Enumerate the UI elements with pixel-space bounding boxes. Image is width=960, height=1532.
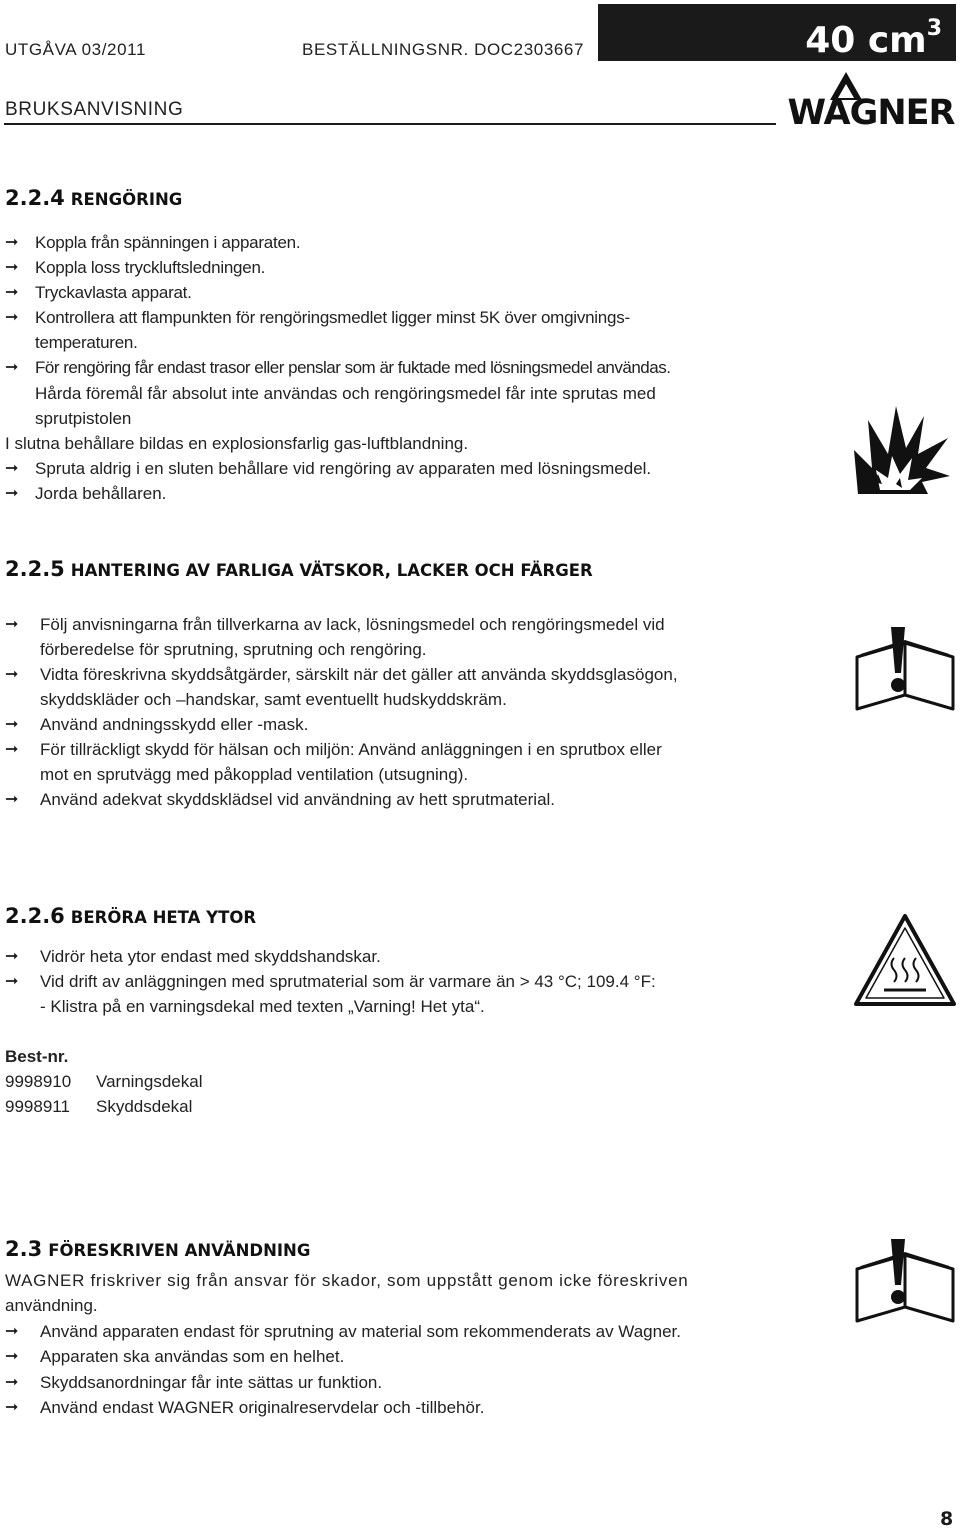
list-item: Använd andningsskydd eller -mask. — [40, 715, 309, 734]
list-item: Vidrör heta ytor endast med skyddshandskar. — [40, 947, 381, 966]
bullet-arrow: ➞ — [5, 309, 19, 326]
explosion-icon — [852, 398, 952, 498]
bullet-arrow: ➞ — [5, 973, 19, 990]
bullet-arrow: ➞ — [5, 741, 19, 758]
order-label: Best-nr. — [5, 1047, 69, 1066]
list-item-continuation: temperaturen. — [35, 333, 138, 352]
list-item: Skyddsanordningar får inte sättas ur funktion. — [40, 1373, 383, 1392]
bullet-arrow: ➞ — [5, 359, 19, 376]
order-number: 9998911 — [5, 1097, 70, 1116]
read-manual-icon — [853, 625, 958, 711]
list-item: För tillräckligt skydd för hälsan och miljön: Använd anläggningen i en sprutbox eller — [40, 740, 662, 759]
section-title-2-3: 2.3 FÖRESKRIVEN ANVÄNDNING — [5, 1237, 311, 1261]
list-item: Jorda behållaren. — [35, 484, 167, 503]
bullet-arrow: ➞ — [5, 791, 19, 808]
list-item: Apparaten ska användas som en helhet. — [40, 1347, 345, 1366]
hot-surface-warning-icon — [852, 912, 958, 1010]
list-item: Använd endast WAGNER originalreservdelar och -tillbehör. — [40, 1398, 485, 1417]
list-item: För rengöring får endast trasor eller penslar som är fuktade med lösningsmedel användas. — [35, 358, 671, 377]
list-item: Kontrollera att flampunkten för rengöringsmedlet ligger minst 5K över omgivnings- — [35, 308, 630, 327]
list-item: Använd adekvat skyddsklädsel vid användning av hett sprutmaterial. — [40, 790, 556, 809]
list-item: Koppla loss tryckluftsledningen. — [35, 258, 266, 277]
list-item: Koppla från spänningen i apparaten. — [35, 233, 301, 252]
bullet-arrow: ➞ — [5, 716, 19, 733]
bullet-arrow: ➞ — [5, 460, 19, 477]
paragraph-line: Hårda föremål får absolut inte användas och rengöringsmedel får inte sprutas med — [35, 384, 656, 403]
brand-text: WAGNER — [787, 93, 955, 128]
order-name: Varningsdekal — [96, 1072, 203, 1091]
list-item: Spruta aldrig i en sluten behållare vid rengöring av apparaten med lösningsmedel. — [35, 459, 652, 478]
size-badge — [598, 4, 956, 61]
paragraph-line: WAGNER friskriver sig från ansvar för skador, som uppstått genom icke föreskriven — [5, 1271, 689, 1290]
bullet-arrow: ➞ — [5, 1399, 19, 1416]
order-number: BESTÄLLNINGSNR. DOC2303667 — [302, 40, 585, 59]
size-value: 40 cm — [805, 20, 927, 61]
bullet-arrow: ➞ — [5, 1348, 19, 1365]
bullet-arrow: ➞ — [5, 616, 19, 633]
list-item-continuation: förberedelse för sprutning, sprutning och rengöring. — [40, 640, 427, 659]
bullet-arrow: ➞ — [5, 666, 19, 683]
size-exponent: 3 — [926, 16, 942, 41]
list-item-continuation: skyddskläder och –handskar, samt eventuellt hudskyddskräm. — [40, 690, 507, 709]
section-title-2-2-5: 2.2.5 HANTERING AV FARLIGA VÄTSKOR, LACKER OCH FÄRGER — [5, 557, 593, 581]
list-item: Vidta föreskrivna skyddsåtgärder, särskilt när det gäller att använda skyddsglasögon, — [40, 665, 678, 684]
bullet-arrow: ➞ — [5, 1374, 19, 1391]
document-type: BRUKSANVISNING — [5, 99, 184, 120]
bullet-arrow: ➞ — [5, 234, 19, 251]
list-item: Tryckavlasta apparat. — [35, 283, 192, 302]
paragraph-line: sprutpistolen — [35, 409, 132, 428]
list-item: Använd apparaten endast för sprutning av material som rekommenderats av Wagner. — [40, 1322, 681, 1341]
order-number: 9998910 — [5, 1072, 72, 1091]
order-name: Skyddsdekal — [96, 1097, 193, 1116]
bullet-arrow: ➞ — [5, 485, 19, 502]
list-item: Vid drift av anläggningen med sprutmaterial som är varmare än > 43 °C; 109.4 °F: — [40, 972, 656, 991]
bullet-arrow: ➞ — [5, 1323, 19, 1340]
header-rule — [4, 123, 776, 125]
edition: UTGÅVA 03/2011 — [5, 40, 147, 59]
list-item-continuation: mot en sprutvägg med påkopplad ventilation (utsugning). — [40, 765, 469, 784]
list-item-continuation: - Klistra på en varningsdekal med texten „Varning! Het yta“. — [40, 997, 485, 1016]
bullet-arrow: ➞ — [5, 948, 19, 965]
list-item: Följ anvisningarna från tillverkarna av lack, lösningsmedel och rengöringsmedel vid — [40, 615, 665, 634]
read-manual-icon — [853, 1237, 958, 1323]
bullet-arrow: ➞ — [5, 284, 19, 301]
bullet-arrow: ➞ — [5, 259, 19, 276]
page-number: 8 — [940, 1508, 954, 1530]
wagner-logo — [784, 70, 958, 128]
section-title-2-2-4: 2.2.4 RENGÖRING — [5, 186, 183, 210]
paragraph-line: I slutna behållare bildas en explosionsfarlig gas-luftblandning. — [5, 434, 469, 453]
section-title-2-2-6: 2.2.6 BERÖRA HETA YTOR — [5, 904, 257, 928]
paragraph-line: användning. — [5, 1296, 98, 1315]
